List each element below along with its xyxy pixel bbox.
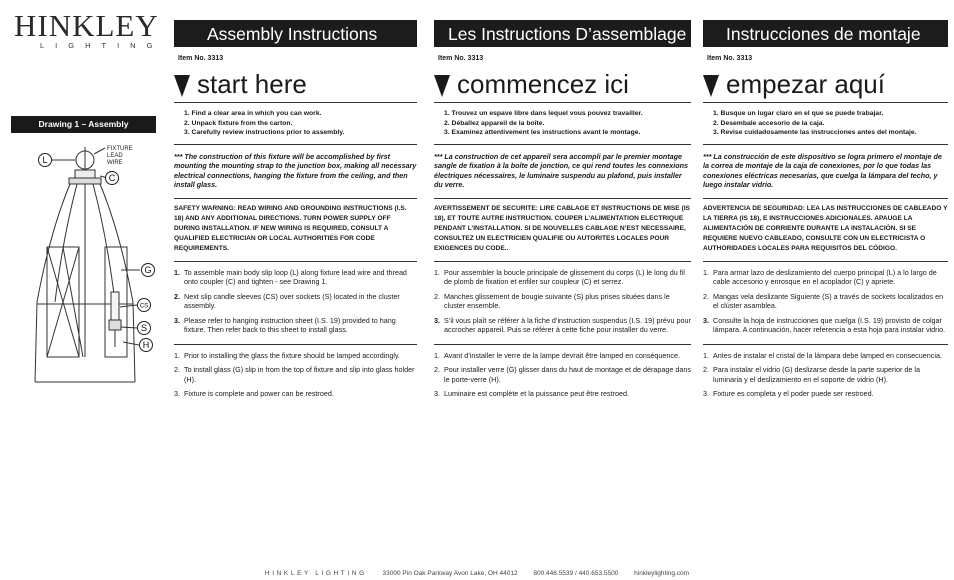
list-item: 3. S’il vous plaît se référer à la fiche d’instruction suspendus (I.S. 19) prévu pour accrocher appareil. Puis se référer à cette fiche pour installer du verre. xyxy=(434,315,691,335)
start-heading xyxy=(174,68,417,102)
start-heading-text: commencez ici xyxy=(457,69,629,99)
start-heading xyxy=(703,68,948,102)
list-item: 3. Consulte la hoja de instrucciones que cuelga (I.S. 19) provisto de colgar lámpara. A continuación, hacer referencia a esta hoja para instalar vidrio. xyxy=(703,315,946,335)
callout-C: C xyxy=(108,173,116,183)
footer-website: hinkleylighting.com xyxy=(634,570,690,577)
prep-item: 1. Find a clear area in which you can work. xyxy=(184,110,322,117)
prep-item: 2. Déballez appareil de la boîte. xyxy=(444,119,545,127)
section-title: Les Instructions D’assemblage xyxy=(434,20,691,47)
prep-list xyxy=(174,103,417,144)
list-item: 2. Mangas vela deslizante Siguiente (S) a través de sockets localizados en el clúster asamblea. xyxy=(703,291,944,311)
safety-warning: SAFETY WARNING: READ WIRING AND GROUNDING INSTRUCTIONS (I.S. 18) AND ANY ADDITIONAL DIRECTIONS. TURN POWER SUPPLY OFF DURING INSTALLATION. IF NEW WIRING IS REQUIRED, CONSULT A QUALIFIED ELECTRICIAN OR LOCAL AUTHORITIES FOR CODE REQUIREMENTS. xyxy=(174,204,407,253)
start-heading-text: empezar aquí xyxy=(726,69,885,99)
list-item: 1. To assemble main body slip loop (L) along fixture lead wire and thread onto coupler (C) and tighten - see Drawing 1. xyxy=(174,267,407,287)
prep-item: 3. Carefully review instructions prior to assembly. xyxy=(184,129,345,136)
list-item: 1. Avant d’installer le verre de la lampe devrait être lamped en conséquence. xyxy=(434,350,680,360)
drawing-label: Drawing 1 – Assembly xyxy=(11,116,156,133)
item-number: Item No. 3313 xyxy=(178,55,224,62)
list-item: 2. Pour installer verre (G) glisser dans du haut de montage et de dérapage dans le porte-verre (H). xyxy=(434,365,691,384)
construction-note: *** La construction de cet appareil sera accompli par le premier montage sangle de fixation à la boîte de jonction, ce qui rend toutes les connexions électriques nécessaires, le luminaire suspendu au plafond, puis installer du verre. xyxy=(434,151,689,189)
safety-warning: AVERTISSEMENT DE SECURITE: LIRE CABLAGE ET INSTRUCTIONS DE MISE (IS 18), ET TOUTE AUTRE INSTRUCTION. COUPER L’ALIMENTATION ELECTRIQUE PENDANT L’INSTALLATION. SI DE NOUVELLES CABLAGE N’EST NECESSAIRE, CONSULTEZ UN ELECTRICIEN QUALIFIE OU AUTORITES LOCALES POUR EXIGENCES DU CODE.. xyxy=(434,204,690,253)
list-item: 1. Para armar lazo de deslizamiento del cuerpo principal (L) a lo largo de cable accesorio y enrosque en el acoplador (C) y apriete. xyxy=(703,267,937,287)
callout-L: L xyxy=(42,155,48,165)
column-french xyxy=(434,20,691,408)
list-item: 2. Manches glissement de bougie suivante (S) plus prises situées dans le cluster ensemble. xyxy=(434,291,670,311)
callout-S: S xyxy=(140,323,148,333)
callout-fixture-label: FIXTURE xyxy=(107,146,133,152)
prep-item: 1. Busque un lugar claro en el que se puede trabajar. xyxy=(713,110,884,117)
section-title: Instrucciones de montaje xyxy=(703,20,948,47)
construction-note: *** The construction of this fixture will be accomplished by first mounting the mounting strap to the junction box, making all necessary electrical connections, hanging the fixture from the ceiling, and then install glass. xyxy=(174,151,417,189)
list-item: 3. Fixture is complete and power can be restroed. xyxy=(174,389,334,399)
glass-steps xyxy=(703,345,948,408)
callout-lead-label: LEAD xyxy=(107,153,123,159)
list-item: 1. Prior to installing the glass the fixture should be lamped accordingly. xyxy=(174,350,401,360)
prep-item: 3. Revise cuidadosamente las instrucciones antes del montaje. xyxy=(713,129,917,136)
list-item: 3. Please refer to hanging instruction sheet (I.S. 19) provided to hang fixture. Then refer back to this sheet to install glass. xyxy=(174,315,396,335)
safety-warning: ADVERTENCIA DE SEGURIDAD: LEA LAS INSTRUCCIONES DE CABLEADO Y LA TIERRA (IS 18), E INSTRUCCIONES ADICIONALES. APAUGE LA ALIMENTACIÓN DE CORRIENTE DURANTE LA INSTALACIÓN. SI SE REQUIERE NUEVO CABLEADO, CONSULTE CON UN ELECTRICISTA O AUTHORIDADES LOCALES PARA REQUISITOS DEL CÓDIGO. xyxy=(703,204,948,253)
list-item: 3. Fixture es completa y el poder puede ser restroed. xyxy=(703,389,874,399)
assembly-drawing xyxy=(25,142,165,392)
brand-logo-subtitle: LIGHTING xyxy=(40,41,164,50)
glass-steps xyxy=(174,345,417,408)
start-heading-text: start here xyxy=(197,69,307,99)
prep-list xyxy=(434,103,691,144)
column-english xyxy=(174,20,417,408)
footer-address: 33000 Pin Oak Parkway Avon Lake, OH 44012 xyxy=(382,570,518,577)
assembly-steps xyxy=(434,262,691,344)
item-number: Item No. 3313 xyxy=(438,55,484,62)
callout-CS: CS xyxy=(139,303,149,310)
brand-logo: HINKLEY xyxy=(14,8,159,43)
down-arrow-icon xyxy=(434,75,450,97)
assembly-steps xyxy=(703,262,948,344)
section-title: Assembly Instructions xyxy=(174,20,417,47)
column-spanish xyxy=(703,20,948,408)
item-number: Item No. 3313 xyxy=(707,55,753,62)
start-heading xyxy=(434,68,691,102)
callout-wire-label: WIRE xyxy=(107,160,123,166)
prep-item: 1. Trouvez un espave libre dans lequel vous pouvez travailler. xyxy=(444,110,643,117)
callout-G: G xyxy=(144,265,152,275)
callout-H: H xyxy=(142,340,150,350)
prep-item: 3. Examinez attentivement les instructions avant le montage. xyxy=(444,129,641,136)
construction-note: *** La construcción de este dispositivo se logra primero el montaje de la correa de montaje de la caja de conexiones, por lo que todas las conexiones eléctricas necesarias, que cuelga la lámpara del techo, y luego instalar vidrio. xyxy=(703,151,942,189)
list-item: 1. Pour assembler la boucle principale de glissement du corps (L) le long du fil de plomb de fixation et enfiler sur coupleur (C) et serrez. xyxy=(434,267,685,287)
assembly-steps xyxy=(174,262,417,344)
footer-phones: 800.446.5539 / 440.653.5500 xyxy=(533,570,619,577)
prep-item: 2. Desembale accesorio de la caja. xyxy=(713,119,825,127)
prep-list xyxy=(703,103,948,144)
down-arrow-icon xyxy=(703,75,719,97)
list-item: 2. To install glass (G) slip in from the top of fixture and slip into glass holder (H). xyxy=(174,365,415,384)
list-item: 3. Luminaire est complète et la puissance peut être restroed. xyxy=(434,389,629,399)
down-arrow-icon xyxy=(174,75,190,97)
list-item: 2. Next slip candle sleeves (CS) over sockets (S) located in the cluster assembly. xyxy=(174,291,400,311)
list-item: 1. Antes de instalar el cristal de la lámpara debe lamped en consecuencia. xyxy=(703,350,942,360)
footer-brand: HINKLEY LIGHTING xyxy=(264,570,367,577)
prep-item: 2. Unpack fixture from the carton. xyxy=(184,119,293,127)
glass-steps xyxy=(434,345,691,408)
list-item: 2. Para instalar el vidrio (G) deslizarse desde la parte superior de la luminaria y el deslizamiento en el soporte de vidrio (H). xyxy=(703,365,920,384)
footer xyxy=(0,570,954,577)
